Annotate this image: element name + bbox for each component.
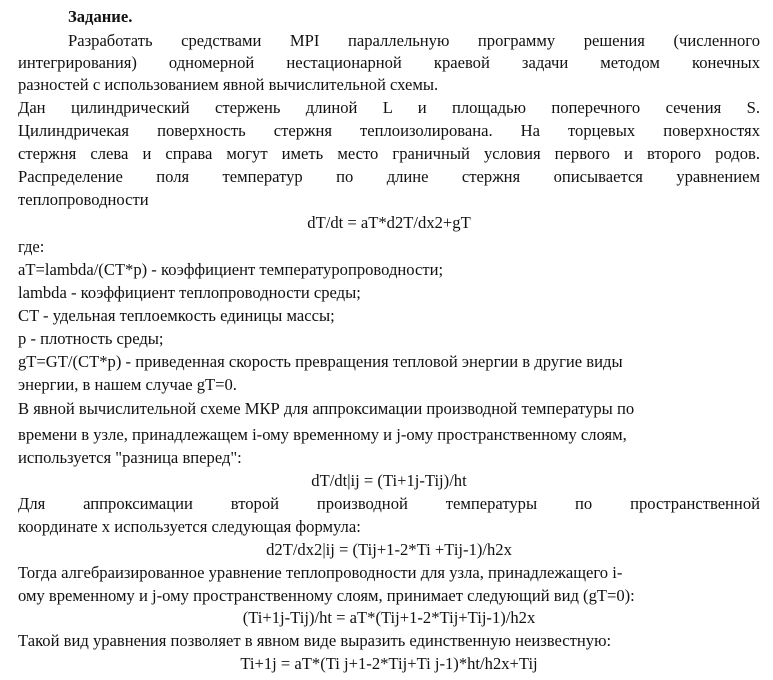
text-line: стержня слева и справа могут иметь место граничный условия первого и второго родов. — [18, 144, 760, 163]
equation: dT/dt|ij = (Ti+1j-Tij)/ht — [311, 471, 467, 490]
text-line: aT=lambda/(CT*p) - коэффициент температуропроводности; — [18, 260, 444, 279]
text-line: интегрирования) одномерной нестационарной краевой задачи методом конечных — [18, 53, 760, 72]
text-line: Цилиндричекая поверхность стержня теплоизолирована. На торцевых поверхностях — [18, 121, 760, 140]
equation: (Ti+1j-Tij)/ht = aT*(Tij+1-2*Tij+Tij-1)/h2x — [242, 608, 536, 627]
equation: dT/dt = aT*d2T/dx2+gT — [307, 213, 471, 232]
text-line: где: — [18, 237, 45, 256]
text-line: ому временному и j-ому пространственному слоям, принимает следующий вид (gT=0): — [18, 586, 635, 605]
text-line: p - плотность среды; — [18, 329, 164, 348]
text-line: разностей с использованием явной вычислительной схемы. — [18, 75, 439, 94]
text-line: Разработать средствами MPI параллельную программу решения (численного — [68, 31, 760, 50]
text-line: Такой вид уравнения позволяет в явном виде выразить единственную неизвестную: — [18, 631, 612, 650]
text-line: теплопроводности — [18, 190, 149, 209]
text-line: координате x используется следующая формула: — [18, 517, 361, 536]
equation: d2T/dx2|ij = (Tij+1-2*Ti +Tij-1)/h2x — [266, 540, 512, 559]
equation: Ti+1j = aT*(Ti j+1-2*Tij+Ti j-1)*ht/h2x+Tij — [240, 654, 538, 673]
heading: Задание. — [68, 7, 133, 26]
text-line: gT=GT/(CT*p) - приведенная скорость превращения тепловой энергии в другие виды — [18, 352, 623, 371]
text-line: используется "разница вперед": — [18, 448, 242, 467]
text-line: энергии, в нашем случае gT=0. — [18, 375, 237, 394]
text-line: В явной вычислительной схеме МКР для аппроксимации производной температуры по — [18, 399, 635, 418]
text-line: Дан цилиндрический стержень длиной L и площадью поперечного сечения S. — [18, 98, 760, 117]
text-line: Тогда алгебраизированное уравнение теплопроводности для узла, принадлежащего i- — [18, 563, 623, 582]
text-line: Для аппроксимации второй производной температуры по пространственной — [18, 494, 760, 513]
text-line: Распределение поля температур по длине стержня описывается уравнением — [18, 167, 760, 186]
text-line: времени в узле, принадлежащем i-ому временному и j-ому пространственному слоям, — [18, 425, 627, 444]
text-line: CT - удельная теплоемкость единицы массы; — [18, 306, 335, 325]
text-line: lambda - коэффициент теплопроводности среды; — [18, 283, 361, 302]
